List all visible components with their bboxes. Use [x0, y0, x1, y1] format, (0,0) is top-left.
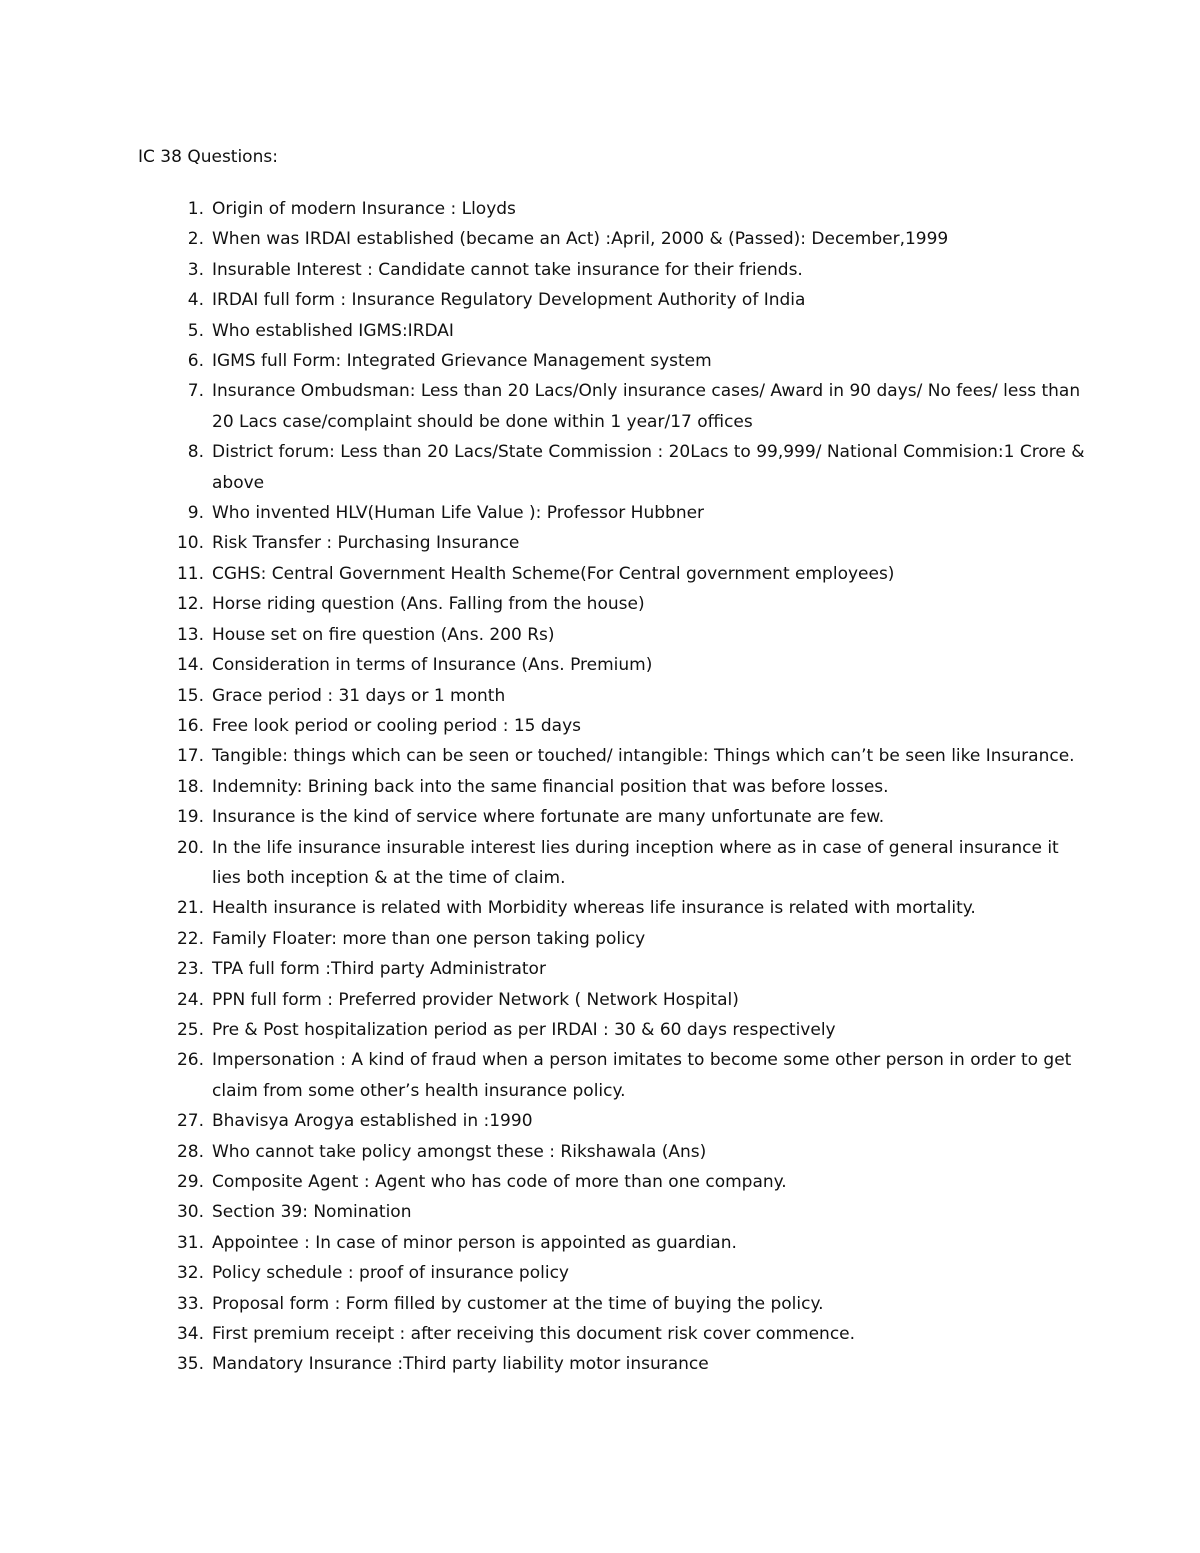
list-item-text: CGHS: Central Government Health Scheme(For Central government employees)	[212, 563, 895, 584]
list-item	[0, 1106, 1092, 1136]
list-item-text: Insurance Ombudsman: Less than 20 Lacs/Only insurance cases/ Award in 90 days/ No fees/ less than 20 Lacs case/complaint should be done within 1 year/17 offices	[212, 381, 1081, 432]
list-item-number: 22.	[176, 928, 204, 949]
list-item	[0, 1258, 1092, 1288]
list-item-text: Consideration in terms of Insurance (Ans. Premium)	[212, 655, 653, 676]
list-item-number: 17.	[176, 746, 204, 767]
list-item-text: PPN full form : Preferred provider Network ( Network Hospital)	[212, 989, 739, 1010]
list-item	[0, 650, 1092, 680]
list-item-number: 13.	[176, 624, 204, 645]
list-item-text: Pre & Post hospitalization period as per IRDAI : 30 & 60 days respectively	[212, 1019, 836, 1040]
list-item-number: 12.	[176, 594, 204, 615]
list-item	[0, 559, 1092, 589]
question-list	[0, 194, 1200, 1380]
list-item-number: 31.	[176, 1232, 204, 1253]
list-item	[0, 681, 1092, 711]
list-item	[0, 255, 1092, 285]
list-item-number: 16.	[176, 715, 204, 736]
list-item	[0, 1045, 1092, 1106]
list-item	[0, 1197, 1092, 1227]
list-item-text: First premium receipt : after receiving this document risk cover commence.	[212, 1324, 856, 1345]
list-item-number: 7.	[187, 381, 204, 402]
list-item	[0, 924, 1092, 954]
list-item-text: Proposal form : Form filled by customer at the time of buying the policy.	[212, 1293, 824, 1314]
list-item-text: Health insurance is related with Morbidity whereas life insurance is related with mortality.	[212, 898, 976, 919]
list-item-number: 11.	[176, 563, 204, 584]
list-item-text: Section 39: Nomination	[212, 1202, 412, 1223]
list-item-number: 35.	[176, 1354, 204, 1375]
list-item-text: Composite Agent : Agent who has code of more than one company.	[212, 1172, 787, 1192]
list-item-number: 32.	[176, 1263, 204, 1284]
list-item-text: Horse riding question (Ans. Falling from the house)	[212, 594, 645, 615]
list-item-text: Impersonation : A kind of fraud when a person imitates to become some other person in order to get claim from some other’s health insurance policy.	[212, 1050, 1072, 1101]
list-item-text: Free look period or cooling period : 15 days	[212, 715, 582, 736]
list-item-number: 8.	[187, 442, 204, 463]
list-item-number: 24.	[176, 989, 204, 1010]
list-item	[0, 1319, 1092, 1349]
list-item-text: Tangible: things which can be seen or touched/ intangible: Things which can’t be seen like Insurance.	[212, 746, 1075, 767]
list-item	[0, 985, 1092, 1015]
list-item	[0, 224, 1092, 254]
list-item-text: Who invented HLV(Human Life Value ): Professor Hubbner	[212, 503, 705, 524]
list-item	[0, 772, 1092, 802]
list-item-text: IRDAI full form : Insurance Regulatory Development Authority of India	[212, 290, 806, 311]
list-item-number: 18.	[176, 776, 204, 797]
list-item	[0, 1137, 1092, 1167]
list-item-text: Insurance is the kind of service where fortunate are many unfortunate are few.	[212, 807, 885, 828]
list-item-number: 10.	[176, 533, 204, 554]
list-item-number: 29.	[176, 1172, 204, 1192]
list-item	[0, 711, 1092, 741]
list-item-text: Family Floater: more than one person taking policy	[212, 928, 646, 949]
list-item	[0, 528, 1092, 558]
list-item	[0, 316, 1092, 346]
list-item-number: 30.	[176, 1202, 204, 1223]
list-item	[0, 589, 1092, 619]
list-item-number: 27.	[176, 1111, 204, 1132]
list-item	[0, 498, 1092, 528]
list-item-number: 28.	[176, 1141, 204, 1162]
list-item-number: 26.	[176, 1050, 204, 1071]
list-item-number: 19.	[176, 807, 204, 828]
list-item-number: 33.	[176, 1293, 204, 1314]
list-item	[0, 1228, 1092, 1258]
list-item-number: 14.	[176, 655, 204, 676]
list-item	[0, 954, 1092, 984]
list-item-text: Bhavisya Arogya established in :1990	[212, 1111, 533, 1132]
list-item	[0, 833, 1092, 894]
list-item	[0, 346, 1092, 376]
list-item-text: Who established IGMS:IRDAI	[212, 320, 454, 341]
list-item	[0, 376, 1092, 437]
list-item	[0, 437, 1092, 498]
list-item-text: TPA full form :Third party Administrator	[212, 959, 546, 980]
list-item-number: 5.	[187, 320, 204, 341]
list-item-text: Grace period : 31 days or 1 month	[212, 685, 506, 706]
list-item	[0, 1167, 1092, 1197]
list-item-number: 2.	[187, 229, 204, 250]
list-item-number: 15.	[176, 685, 204, 706]
list-item	[0, 1015, 1092, 1045]
list-item-text: Origin of modern Insurance : Lloyds	[212, 199, 516, 219]
list-item-number: 3.	[187, 259, 204, 280]
list-item-text: Insurable Interest : Candidate cannot take insurance for their friends.	[212, 259, 803, 280]
list-item-text: Who cannot take policy amongst these : Rikshawala (Ans)	[212, 1141, 707, 1162]
list-item	[0, 285, 1092, 315]
list-item	[0, 1289, 1092, 1319]
list-item-text: Appointee : In case of minor person is appointed as guardian.	[212, 1232, 737, 1253]
list-item-text: IGMS full Form: Integrated Grievance Management system	[212, 351, 712, 372]
list-item-number: 21.	[176, 898, 204, 919]
list-item-text: Policy schedule : proof of insurance policy	[212, 1263, 569, 1284]
list-item-number: 20.	[176, 837, 204, 858]
list-item	[0, 741, 1092, 771]
page-title: IC 38 Questions:	[138, 147, 278, 167]
list-item-text: Mandatory Insurance :Third party liability motor insurance	[212, 1354, 709, 1375]
list-item-text: In the life insurance insurable interest lies during inception where as in case of general insurance it lies both inception & at the time of claim.	[212, 837, 1059, 888]
list-item-text: Risk Transfer : Purchasing Insurance	[212, 533, 520, 554]
list-item-text: District forum: Less than 20 Lacs/State Commission : 20Lacs to 99,999/ National Commision:1 Crore & above	[212, 442, 1085, 493]
list-item-text: House set on fire question (Ans. 200 Rs)	[212, 624, 555, 645]
list-item-number: 23.	[176, 959, 204, 980]
list-item	[0, 620, 1092, 650]
list-item-number: 1.	[187, 199, 204, 219]
list-item	[0, 1349, 1092, 1379]
list-item-number: 25.	[176, 1019, 204, 1040]
list-item-text: Indemnity: Brining back into the same financial position that was before losses.	[212, 776, 889, 797]
list-item-number: 34.	[176, 1324, 204, 1345]
list-item	[0, 802, 1092, 832]
list-item-text: When was IRDAI established (became an Act) :April, 2000 & (Passed): December,1999	[212, 229, 949, 250]
list-item	[0, 893, 1092, 923]
list-item-number: 6.	[187, 351, 204, 372]
list-item-number: 9.	[187, 503, 204, 524]
list-item	[0, 194, 1092, 224]
list-item-number: 4.	[187, 290, 204, 311]
